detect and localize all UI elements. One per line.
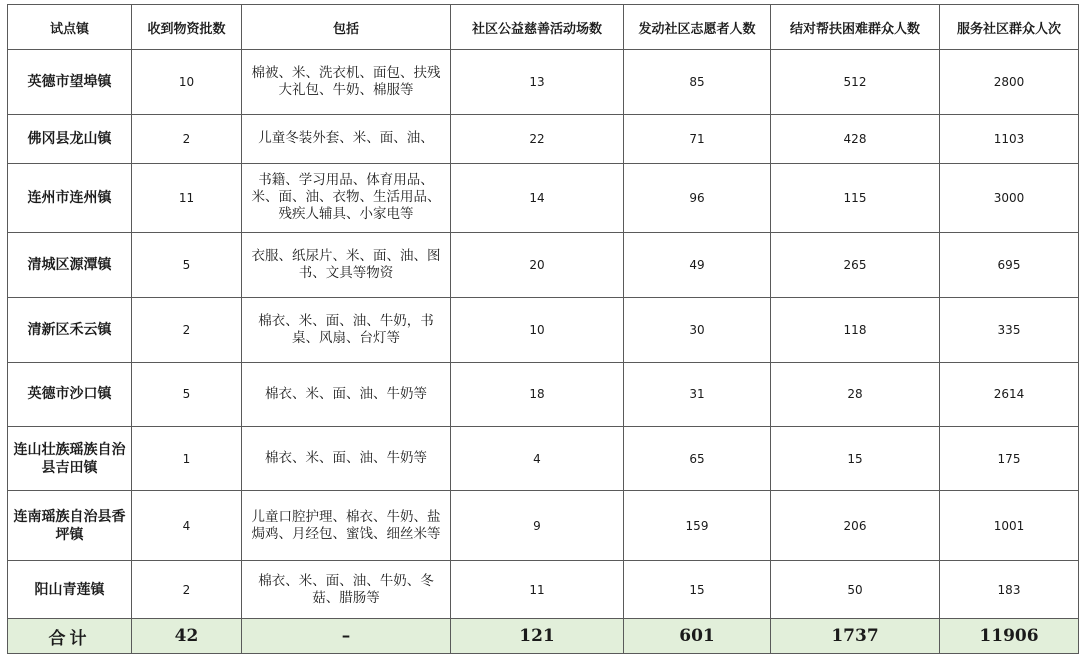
volunteers-cell: 65 <box>624 427 771 491</box>
table-row <box>8 50 1079 115</box>
volunteers-cell: 49 <box>624 232 771 298</box>
table-row <box>8 561 1079 619</box>
table-footer <box>8 619 1079 654</box>
batches-cell: 2 <box>132 298 242 363</box>
items-cell: 棉衣、米、面、油、牛奶、冬菇、腊肠等 <box>242 561 451 619</box>
town-cell: 阳山青莲镇 <box>8 561 132 619</box>
activities-cell: 11 <box>451 561 624 619</box>
served-cell: 2614 <box>940 362 1079 427</box>
header-served: 服务社区群众人次 <box>940 5 1079 50</box>
total-items: – <box>242 619 451 654</box>
town-cell: 英德市望埠镇 <box>8 50 132 115</box>
volunteers-cell: 15 <box>624 561 771 619</box>
total-batches: 42 <box>132 619 242 654</box>
header-batches: 收到物资批数 <box>132 5 242 50</box>
paired-cell: 28 <box>771 362 940 427</box>
total-volunteers: 601 <box>624 619 771 654</box>
items-cell: 儿童口腔护理、棉衣、牛奶、盐焗鸡、月经包、蜜饯、细丝米等 <box>242 490 451 561</box>
activities-cell: 9 <box>451 490 624 561</box>
town-cell: 连南瑶族自治县香坪镇 <box>8 490 132 561</box>
items-cell: 棉衣、米、面、油、牛奶等 <box>242 427 451 491</box>
volunteers-cell: 159 <box>624 490 771 561</box>
activities-cell: 4 <box>451 427 624 491</box>
served-cell: 695 <box>940 232 1079 298</box>
paired-cell: 512 <box>771 50 940 115</box>
table-row <box>8 427 1079 491</box>
activities-cell: 13 <box>451 50 624 115</box>
town-cell: 清新区禾云镇 <box>8 298 132 363</box>
served-cell: 183 <box>940 561 1079 619</box>
total-served: 11906 <box>940 619 1079 654</box>
batches-cell: 4 <box>132 490 242 561</box>
volunteers-cell: 30 <box>624 298 771 363</box>
paired-cell: 115 <box>771 163 940 232</box>
activities-cell: 18 <box>451 362 624 427</box>
table-body <box>8 50 1079 619</box>
volunteers-cell: 85 <box>624 50 771 115</box>
served-cell: 2800 <box>940 50 1079 115</box>
served-cell: 1103 <box>940 114 1079 163</box>
header-items: 包括 <box>242 5 451 50</box>
paired-cell: 206 <box>771 490 940 561</box>
served-cell: 1001 <box>940 490 1079 561</box>
table-row <box>8 298 1079 363</box>
activities-cell: 10 <box>451 298 624 363</box>
paired-cell: 265 <box>771 232 940 298</box>
town-cell: 佛冈县龙山镇 <box>8 114 132 163</box>
items-cell: 儿童冬装外套、米、面、油、 <box>242 114 451 163</box>
table-row <box>8 362 1079 427</box>
total-row <box>8 619 1079 654</box>
town-cell: 清城区源潭镇 <box>8 232 132 298</box>
town-cell: 连山壮族瑶族自治县吉田镇 <box>8 427 132 491</box>
paired-cell: 118 <box>771 298 940 363</box>
activities-cell: 14 <box>451 163 624 232</box>
header-volunteers: 发动社区志愿者人数 <box>624 5 771 50</box>
town-cell: 英德市沙口镇 <box>8 362 132 427</box>
table-row <box>8 490 1079 561</box>
items-cell: 棉衣、米、面、油、牛奶等 <box>242 362 451 427</box>
batches-cell: 2 <box>132 561 242 619</box>
town-cell: 连州市连州镇 <box>8 163 132 232</box>
batches-cell: 5 <box>132 232 242 298</box>
items-cell: 棉衣、米、面、油、牛奶，书桌、风扇、台灯等 <box>242 298 451 363</box>
batches-cell: 1 <box>132 427 242 491</box>
batches-cell: 11 <box>132 163 242 232</box>
activities-cell: 20 <box>451 232 624 298</box>
served-cell: 175 <box>940 427 1079 491</box>
paired-cell: 428 <box>771 114 940 163</box>
volunteers-cell: 96 <box>624 163 771 232</box>
total-activities: 121 <box>451 619 624 654</box>
batches-cell: 2 <box>132 114 242 163</box>
served-cell: 335 <box>940 298 1079 363</box>
batches-cell: 10 <box>132 50 242 115</box>
items-cell: 衣服、纸尿片、米、面、油、图书、文具等物资 <box>242 232 451 298</box>
items-cell: 棉被、米、洗衣机、面包、扶残大礼包、牛奶、棉服等 <box>242 50 451 115</box>
header-paired: 结对帮扶困难群众人数 <box>771 5 940 50</box>
total-label: 合计 <box>8 619 132 654</box>
served-cell: 3000 <box>940 163 1079 232</box>
paired-cell: 50 <box>771 561 940 619</box>
header-town: 试点镇 <box>8 5 132 50</box>
paired-cell: 15 <box>771 427 940 491</box>
volunteers-cell: 71 <box>624 114 771 163</box>
batches-cell: 5 <box>132 362 242 427</box>
pilot-towns-table <box>7 4 1079 654</box>
header-row <box>8 5 1079 50</box>
volunteers-cell: 31 <box>624 362 771 427</box>
table-header <box>8 5 1079 50</box>
header-activities: 社区公益慈善活动场数 <box>451 5 624 50</box>
table-row <box>8 163 1079 232</box>
table-row <box>8 114 1079 163</box>
activities-cell: 22 <box>451 114 624 163</box>
table-row <box>8 232 1079 298</box>
items-cell: 书籍、学习用品、体育用品、米、面、油、衣物、生活用品、残疾人辅具、小家电等 <box>242 163 451 232</box>
total-paired: 1737 <box>771 619 940 654</box>
